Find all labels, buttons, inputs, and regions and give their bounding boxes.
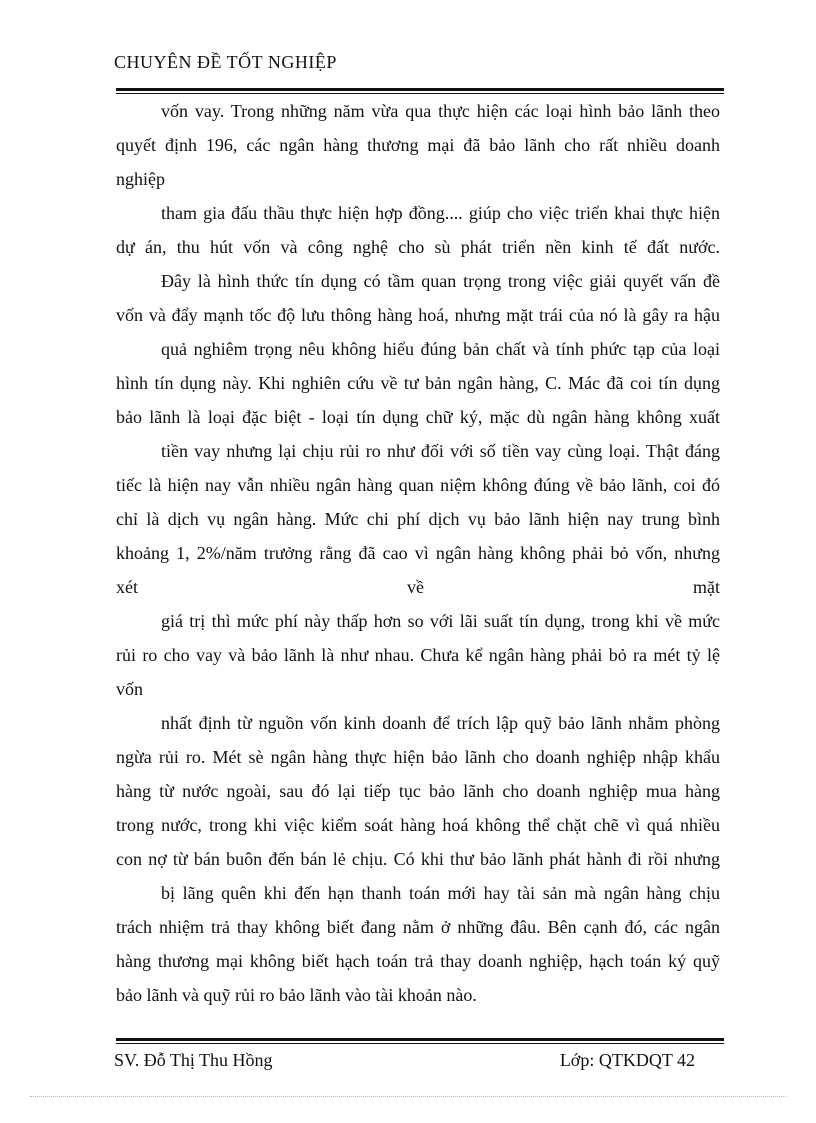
text-line: hình tín dụng này. Khi nghiên cứu về tư bản ngân hàng, C. Mác đã coi tín dụng: [116, 373, 720, 393]
text-line: quyết định 196, các ngân hàng thương mại đã bảo lãnh cho rất nhiều doanh: [116, 135, 720, 155]
text-line: tiếc là hiện nay vẫn nhiều ngân hàng quan niệm không đúng về bảo lãnh, coi đó: [116, 475, 720, 495]
footer-student-name: SV. Đỗ Thị Thu Hồng: [114, 1050, 273, 1070]
text-line: vốn và đẩy mạnh tốc độ lưu thông hàng hoá, nhưng mặt trái của nó là gây ra hậu: [116, 305, 720, 325]
text-line: tiền vay nhưng lại chịu rủi ro như đối với số tiền vay cùng loại. Thật đáng: [161, 441, 720, 461]
text-line: tham gia đấu thầu thực hiện hợp đồng.... giúp cho việc triển khai thực hiện: [161, 203, 720, 223]
page-bottom-dotted-border: [30, 1096, 786, 1097]
footer-class-label: Lớp: QTKDQT 42: [559, 1050, 695, 1070]
text-line: hàng từ nước ngoài, sau đó lại tiếp tục bảo lãnh cho doanh nghiệp mua hàng: [116, 781, 720, 801]
text-line: dự án, thu hút vốn và công nghệ cho sù phát triển nền kinh tế đất nước.: [116, 237, 720, 257]
page-header-title: CHUYÊN ĐỀ TỐT NGHIỆP: [114, 52, 337, 72]
text-line: trách nhiệm trả thay không biết đang nằm ở những đâu. Bên cạnh đó, các ngân: [116, 917, 720, 937]
text-line: chỉ là dịch vụ ngân hàng. Mức chi phí dịch vụ bảo lãnh hiện nay trung bình: [116, 509, 720, 529]
text-line: rủi ro cho vay và bảo lãnh là như nhau. Chưa kể ngân hàng phải bỏ ra mét tỷ lệ: [116, 645, 720, 665]
text-line: nhất định từ nguồn vốn kinh doanh để trích lập quỹ bảo lãnh nhằm phòng: [161, 713, 720, 733]
text-line: con nợ từ bán buôn đến bán lẻ chịu. Có khi thư bảo lãnh phát hành đi rồi nhưng: [116, 849, 720, 869]
text-line: xét về mặt: [116, 577, 720, 597]
text-line: bảo lãnh là loại đặc biệt - loại tín dụng chữ ký, mặc dù ngân hàng không xuất: [116, 407, 720, 427]
text-line: khoảng 1, 2%/năm trưởng rằng đã cao vì ngân hàng không phải bỏ vốn, nhưng: [116, 543, 720, 563]
text-line: giá trị thì mức phí này thấp hơn so với lãi suất tín dụng, trong khi về mức: [161, 611, 720, 631]
text-line: trong nước, trong khi việc kiểm soát hàng hoá không thể chặt chẽ vì quá nhiều: [116, 815, 720, 835]
text-line: quả nghiêm trọng nêu không hiểu đúng bản chất và tính phức tạp của loại: [161, 339, 720, 359]
header-divider: [116, 88, 724, 94]
text-line: vốn vay. Trong những năm vừa qua thực hiện các loại hình bảo lãnh theo: [161, 101, 720, 121]
text-line: vốn: [116, 679, 143, 699]
footer-divider: [116, 1038, 724, 1044]
text-line: hàng thương mại không biết hạch toán trả thay doanh nghiệp, hạch toán ký quỹ: [116, 951, 720, 971]
text-line: Đây là hình thức tín dụng có tầm quan trọng trong việc giải quyết vấn đề: [161, 271, 720, 291]
text-line: ngừa rủi ro. Mét sè ngân hàng thực hiện bảo lãnh cho doanh nghiệp nhập khẩu: [116, 747, 720, 767]
text-line: bảo lãnh và quỹ rủi ro bảo lãnh vào tài khoản nào.: [116, 985, 477, 1005]
text-line: nghiệp: [116, 169, 165, 189]
text-line: bị lãng quên khi đến hạn thanh toán mới hay tài sản mà ngân hàng chịu: [161, 883, 720, 903]
